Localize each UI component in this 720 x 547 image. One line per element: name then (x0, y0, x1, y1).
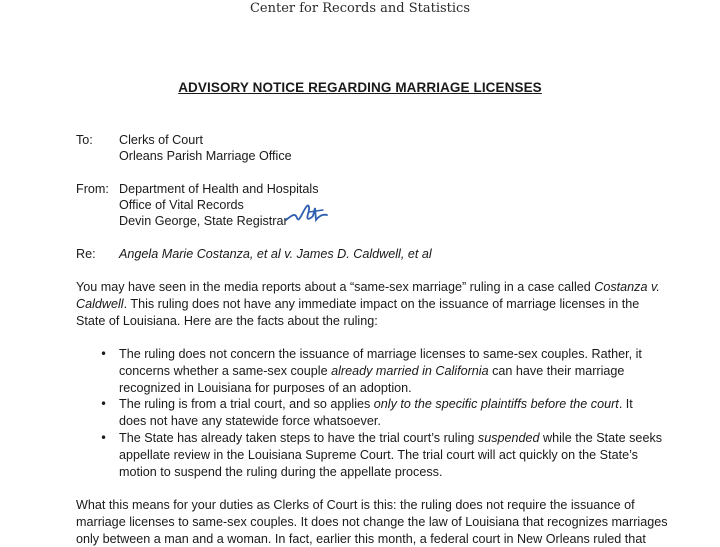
bullet-marker-1: • (100, 347, 108, 361)
closing-line-1: What this means for your duties as Clerks of Court is this: the ruling does not require the issuance of (76, 498, 635, 512)
to-line-1: Clerks of Court (119, 133, 203, 147)
from-line-2: Office of Vital Records (119, 198, 244, 212)
notice-title: ADVISORY NOTICE REGARDING MARRIAGE LICENSES (178, 80, 542, 95)
from-line-3: Devin George, State Registrar (119, 214, 288, 228)
office-header: Center for Records and Statistics (249, 1, 471, 16)
closing-line-3: only between a man and a woman. In fact, earlier this month, a federal court in New Orleans ruled that (76, 532, 646, 546)
bullet-marker-3: • (100, 431, 108, 445)
intro-line-1: You may have seen in the media reports about a “same-sex marriage” ruling in a case called Costanza v. (76, 280, 660, 294)
bullet-3-line-2: appellate review in the Louisiana Supreme Court. The trial court will act quickly on the State’s (119, 448, 638, 462)
bullet-2-line-2: does not have any statewide force whatsoever. (119, 414, 381, 428)
bullet-1-line-2: concerns whether a same-sex couple already married in California can have their marriage (119, 364, 625, 378)
re-label: Re: (76, 247, 96, 261)
closing-line-2: marriage licenses to same-sex couples. It does not change the law of Louisiana that recognizes marriages (76, 515, 668, 529)
intro-line-3: State of Louisiana. Here are the facts about the ruling: (76, 314, 378, 328)
bullet-3-line-3: motion to suspend the ruling during the appellate process. (119, 465, 443, 479)
bullet-marker-2: • (100, 397, 108, 411)
bullet-3-line-1: The State has already taken steps to have the trial court’s ruling suspended while the State seeks (119, 431, 663, 445)
bullet-2-line-1: The ruling is from a trial court, and so applies only to the specific plaintiffs before the court. It (119, 397, 633, 411)
from-line-1: Department of Health and Hospitals (119, 182, 319, 196)
bullet-1-line-1: The ruling does not concern the issuance of marriage licenses to same-sex couples. Rather, it (119, 347, 642, 361)
intro-line-2: Caldwell. This ruling does not have any immediate impact on the issuance of marriage licenses in the (76, 297, 640, 311)
re-text: Angela Marie Costanza, et al v. James D. Caldwell, et al (119, 247, 432, 261)
to-line-2: Orleans Parish Marriage Office (119, 149, 292, 163)
to-label: To: (76, 133, 93, 147)
bullet-1-line-3: recognized in Louisiana for purposes of an adoption. (119, 381, 412, 395)
from-label: From: (76, 182, 109, 196)
registrar-signature-icon (283, 198, 329, 228)
